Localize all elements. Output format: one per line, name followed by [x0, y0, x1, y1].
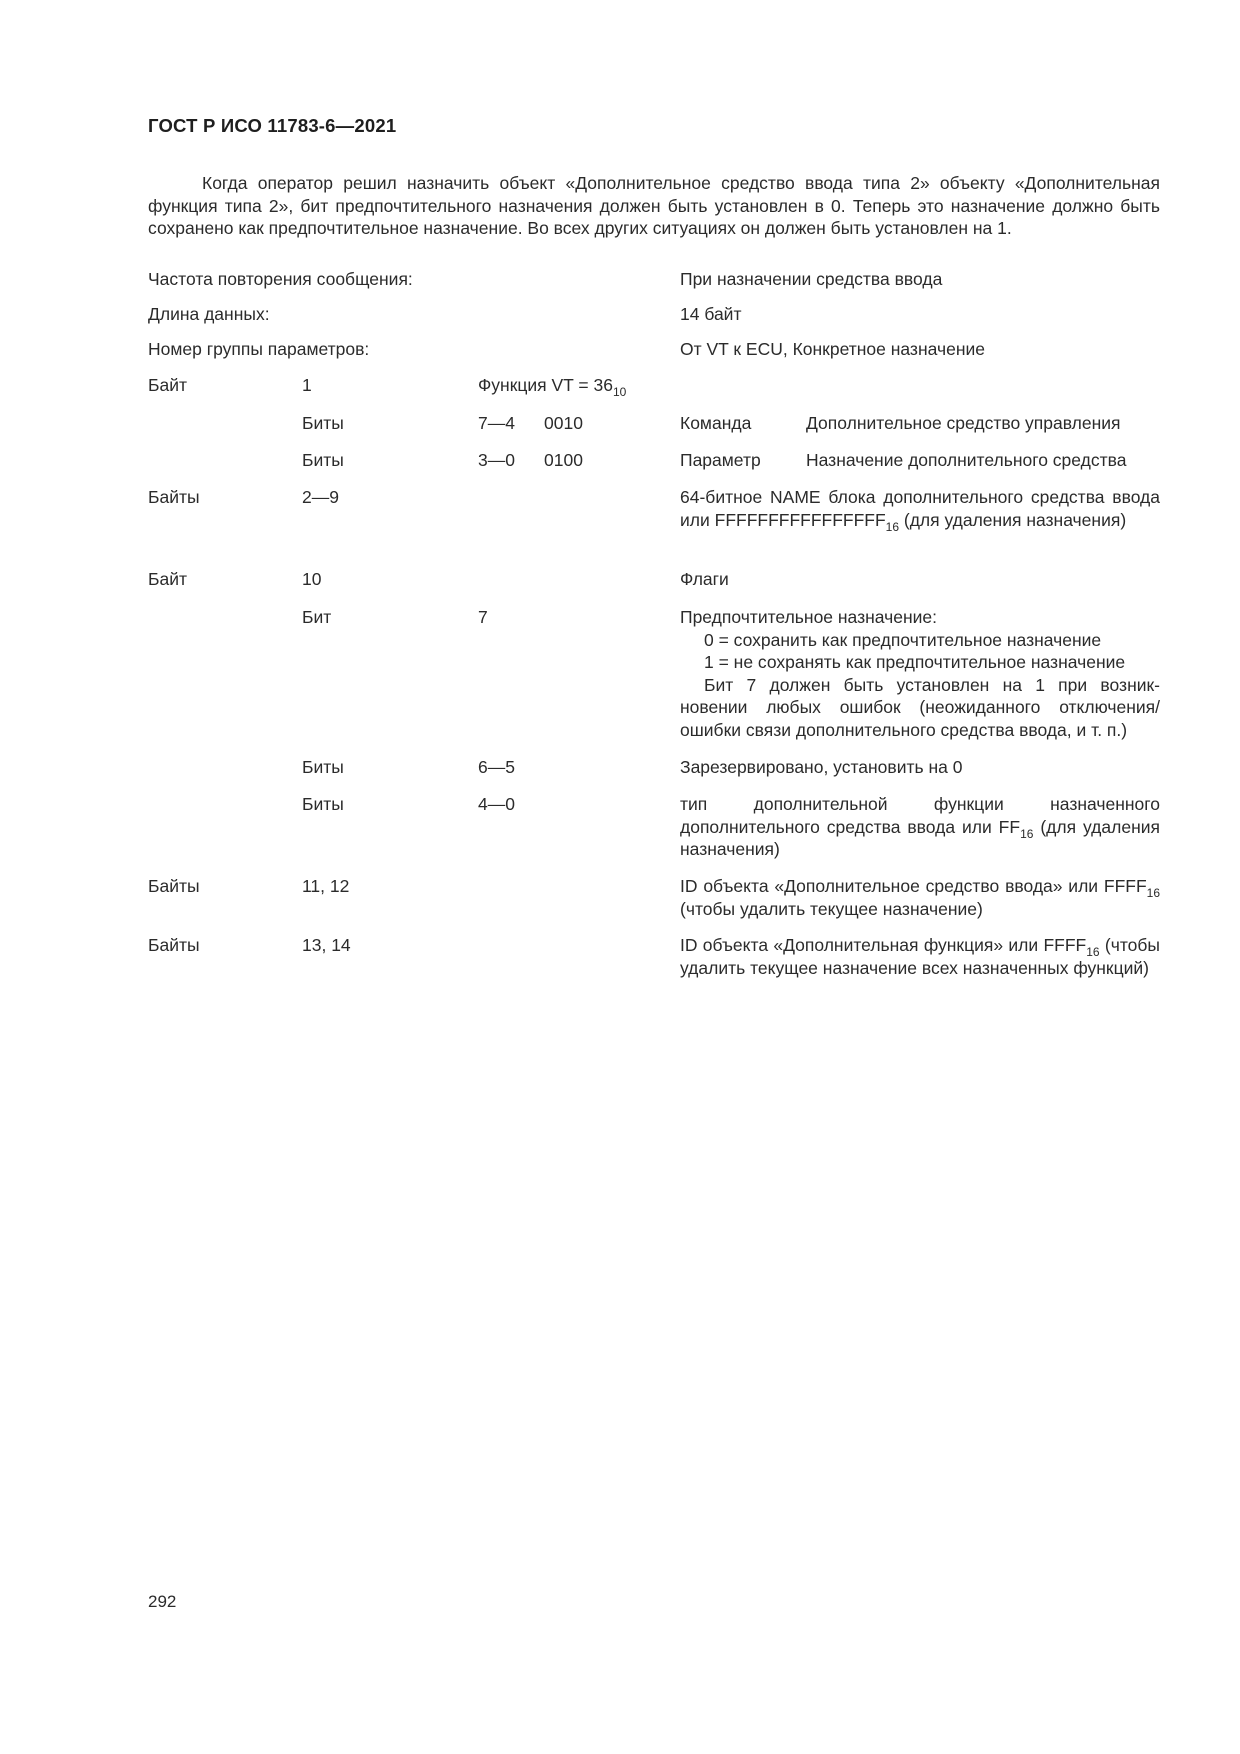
- bits30-value: 0100: [544, 450, 583, 470]
- bits74-kind: Биты: [302, 413, 344, 433]
- byte10-desc: Флаги: [680, 569, 729, 589]
- bytes29-num: 2—9: [302, 487, 339, 507]
- bits74-range: 7—4: [478, 413, 515, 433]
- byte1-num: 1: [302, 375, 312, 395]
- bit7-note-rest: новении любых ошибок (неожиданного отключения/ ошибки связи дополнительного средства ввода, и т. п.): [680, 697, 1160, 740]
- bit7-option-0: 0 = сохранить как предпочтительное назначение: [704, 629, 1102, 650]
- data-length-label: Длина данных:: [148, 304, 270, 324]
- bits30-name: Параметр: [680, 450, 761, 470]
- bytes1112-kind: Байты: [148, 876, 200, 896]
- bytes1314-kind: Байты: [148, 935, 200, 955]
- bits65-desc: Зарезервировано, установить на 0: [680, 757, 963, 777]
- bits40-kind: Биты: [302, 794, 344, 814]
- bytes1314-num: 13, 14: [302, 935, 351, 955]
- bit7-title: Предпочтительное назначение:: [680, 607, 938, 627]
- repetition-rate-label: Частота повторения сообщения:: [148, 269, 413, 289]
- bits30-range: 3—0: [478, 450, 515, 470]
- bytes1112-num: 11, 12: [302, 876, 350, 896]
- data-length-value: 14 байт: [680, 304, 742, 324]
- bytes29-desc: 64-битное NAME блока дополнительного средства ввода или $FFFFFFFFFFFFFFFF_{16}$ (для удаления назначения): [680, 487, 1160, 534]
- bits65-num: 6—5: [478, 757, 515, 777]
- bits40-desc: тип дополнительной функции назначенного дополнительного средства ввода или $FF_{16}$ (для удаления назначения): [680, 794, 1160, 859]
- bytes29-kind: Байты: [148, 487, 200, 507]
- document-title: ГОСТ Р ИСО 11783-6—2021: [148, 115, 397, 136]
- bits74-desc: Дополнительное средство управления: [806, 413, 1121, 433]
- bytes1112-desc: ID объекта «Дополнительное средство ввода» или $FFFF_{16}$ (чтобы удалить текущее назначение): [680, 876, 1160, 919]
- bits40-num: 4—0: [478, 794, 515, 814]
- bits65-kind: Биты: [302, 757, 344, 777]
- byte1-function: Функция VT = $36_{10}$: [478, 375, 627, 399]
- bytes1314-desc: ID объекта «Дополнительная функция» или $FFFF_{16}$ (чтобы удалить текущее назначение всех назначенных функций): [680, 935, 1160, 978]
- intro-text: Когда оператор решил назначить объект «Дополнительное средство ввода типа 2» объекту «Дополнительная функция типа 2», бит предпочтительного назначения должен быть установлен в 0. Теперь это назначение должно быть сохранено как предпочтительное назначение. Во всех других ситуациях он должен быть установлен на 1.: [148, 173, 1160, 238]
- bits30-kind: Биты: [302, 450, 344, 470]
- bit7-note-first: Бит 7 должен быть установлен на 1 при возник-: [704, 674, 1160, 695]
- byte1-kind: Байт: [148, 375, 188, 395]
- pgn-label: Номер группы параметров:: [148, 339, 370, 359]
- pgn-value: От VT к ECU, Конкретное назначение: [680, 339, 985, 359]
- repetition-rate-value: При назначении средства ввода: [680, 269, 943, 289]
- page-number: 292: [148, 1592, 177, 1611]
- bits74-name: Команда: [680, 413, 752, 433]
- bits74-value: 0010: [544, 413, 583, 433]
- intro-paragraph: [148, 172, 1160, 240]
- byte10-kind: Байт: [148, 569, 188, 589]
- bit7-num: 7: [478, 607, 488, 627]
- bit7-kind: Бит: [302, 607, 332, 627]
- bits30-desc: Назначение дополнительного средства: [806, 450, 1127, 470]
- bit7-option-1: 1 = не сохранять как предпочтительное назначение: [704, 652, 1126, 672]
- byte10-num: 10: [302, 569, 322, 589]
- bit7-desc: [680, 606, 1160, 741]
